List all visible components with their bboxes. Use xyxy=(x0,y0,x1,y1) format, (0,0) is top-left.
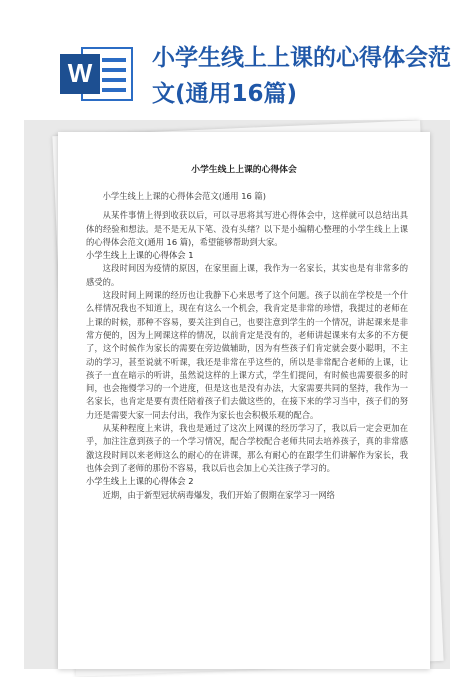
document-subtitle: 小学生线上上课的心得体会范文(通用 16 篇) xyxy=(102,191,266,201)
word-document-icon xyxy=(58,44,136,104)
document-page xyxy=(58,132,430,669)
section-heading: 小学生线上上课的心得体会 2 xyxy=(86,476,194,487)
body-paragraph: 这段时间因为疫情的原因，在家里面上课，我作为一名家长，其实也是有非常多的感受的。 xyxy=(86,263,408,287)
document-body xyxy=(86,184,408,502)
body-paragraph: 近期，由于新型冠状病毒爆发，我们开始了假期在家学习一网络 xyxy=(102,489,335,500)
body-paragraph: 从某种程度上来讲，我也是通过了这次上网课的经历学习了，我以后一定会更加在乎，加注注意到孩子的一个学习情况，配合学校配合老师共同去培养孩子，真的非常感激这段时间以来老师这么的耐心的在讲课，那么有耐心的在跟学生们讲解作为家长，我也体会到了老师的那份不容易，我以后也会加上心关注孩子学习的。 xyxy=(86,423,408,473)
section-heading: 小学生线上上课的心得体会 1 xyxy=(86,250,194,261)
header-banner xyxy=(0,0,474,130)
body-paragraph: 这段时间上网课的经历也让我静下心来思考了这个问题。孩子以前在学校是一个什么样情况我也不知道上，现在有这么一个机会，我肯定是非常的珍惜，我提过的老师在上课的时候，那种不容易，要关注到自己，也要注意到学生的一个情况，讲起课来是非常方便的，因为上网课这样的情况，以前肯定是没有的，老师讲起课来有太多的不方便了，这个时候作为家长的需要在旁边做辅助，因为有些孩子们肯定就会耍小聪明，不主动的学习，甚至说就不听课，我还是非常在乎这些的，所以是非常配合老师的上课，让孩子一直在暗示的听讲，虽然说这样的上课方式，学生们提问，有时候也需要很多的时间，也会拖慢学习的一个进度，但是这也是没有办法，大家需要共同的坚持，我作为一名家长，也肯定是要有责任陪着孩子们去做这些的，在接下来的学习当中，孩子们的努力还是需要大家一同去付出，我作为家长也会积极乐观的配合。 xyxy=(86,290,408,420)
word-logo-letter: W xyxy=(67,58,93,88)
document-title: 小学生线上上课的心得体会 xyxy=(191,165,297,175)
page-title: 小学生线上上课的心得体会范文(通用16篇) xyxy=(152,45,451,107)
intro-paragraph: 从某件事情上得到收获以后，可以寻思将其写进心得体会中，这样就可以总结出具体的经验和想法。是不是无从下笔、没有头绪？以下是小编精心整理的小学生线上上课的心得体会范文(通用 16 篇)，希望能够帮助到大家。 xyxy=(86,210,408,247)
